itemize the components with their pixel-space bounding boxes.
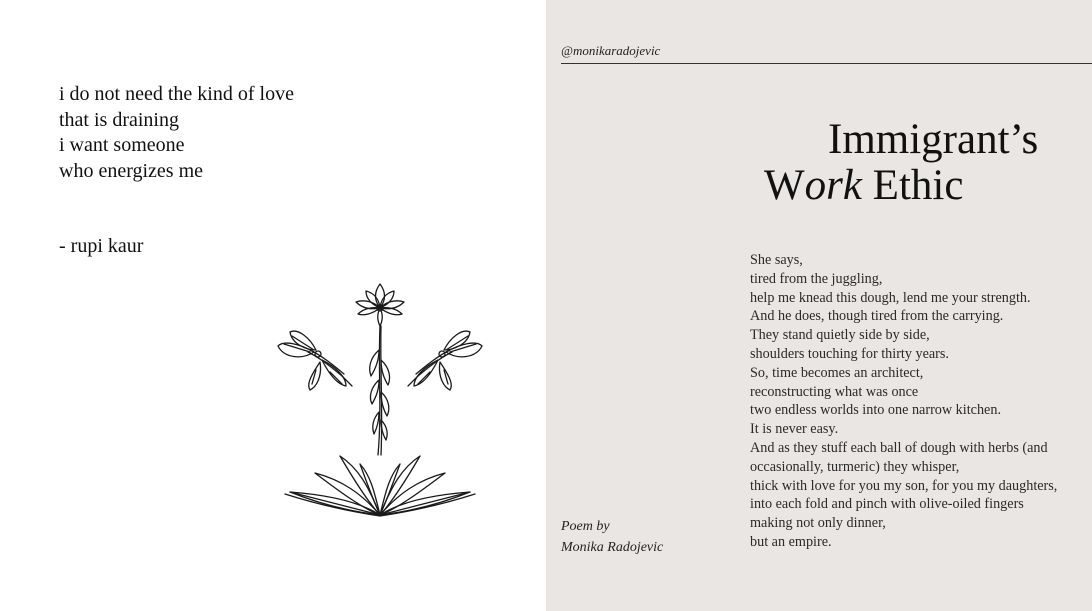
right-poem-line: occasionally, turmeric) they whisper, — [750, 458, 960, 475]
dragonfly-icon-left — [278, 331, 352, 390]
left-poem-text — [59, 82, 294, 184]
credit-line-2: Monika Radojevic — [561, 540, 664, 555]
left-poem-line: that is draining — [59, 108, 179, 131]
right-poem-line: reconstructing what was once — [750, 383, 919, 400]
poem-title — [764, 117, 1038, 209]
right-poem-line: So, time becomes an architect, — [750, 364, 924, 381]
credit-line-1: Poem by — [561, 519, 610, 534]
flower-icon — [285, 284, 475, 516]
poem-title-ork: ork — [804, 162, 862, 209]
right-poem-line: thick with love for you my son, for you my daughters, — [750, 477, 1058, 494]
right-poem-line: tired from the juggling, — [750, 270, 883, 287]
right-poem-line: help me knead this dough, lend me your strength. — [750, 289, 1031, 306]
right-poem-line: but an empire. — [750, 533, 832, 550]
left-poem-line: i do not need the kind of love — [59, 83, 294, 105]
right-poem-line: They stand quietly side by side, — [750, 327, 930, 344]
right-poem-line: two endless worlds into one narrow kitchen. — [750, 402, 1001, 419]
header-divider — [561, 63, 1092, 64]
poem-title-w: W — [764, 162, 805, 209]
flower-with-dragonflies-illustration — [270, 280, 490, 525]
right-poem-line: And as they stuff each ball of dough with herbs (and — [750, 439, 1048, 456]
right-poem-line: shoulders touching for thirty years. — [750, 345, 949, 362]
right-poem-line: into each fold and pinch with olive-oiled fingers — [750, 496, 1024, 513]
right-poem-line: It is never easy. — [750, 421, 839, 438]
left-poem-author: - rupi kaur — [59, 235, 144, 257]
right-poem-line: making not only dinner, — [750, 515, 886, 532]
left-poem-line: who energizes me — [59, 159, 204, 182]
poem-title-line1: Immigrant’s — [828, 116, 1039, 163]
poem-title-ethic: Ethic — [861, 162, 964, 209]
poem-credit — [561, 516, 663, 558]
left-poem-line: i want someone — [59, 134, 185, 156]
right-poem-line: And he does, though tired from the carrying. — [750, 308, 1004, 325]
right-poem-panel — [546, 0, 1092, 611]
dragonfly-icon-right — [408, 331, 482, 390]
right-poem-line: She says, — [750, 252, 803, 268]
right-poem-text — [750, 251, 1057, 552]
poem-title-line2 — [764, 163, 1038, 209]
author-handle: @monikaradojevic — [561, 43, 661, 58]
